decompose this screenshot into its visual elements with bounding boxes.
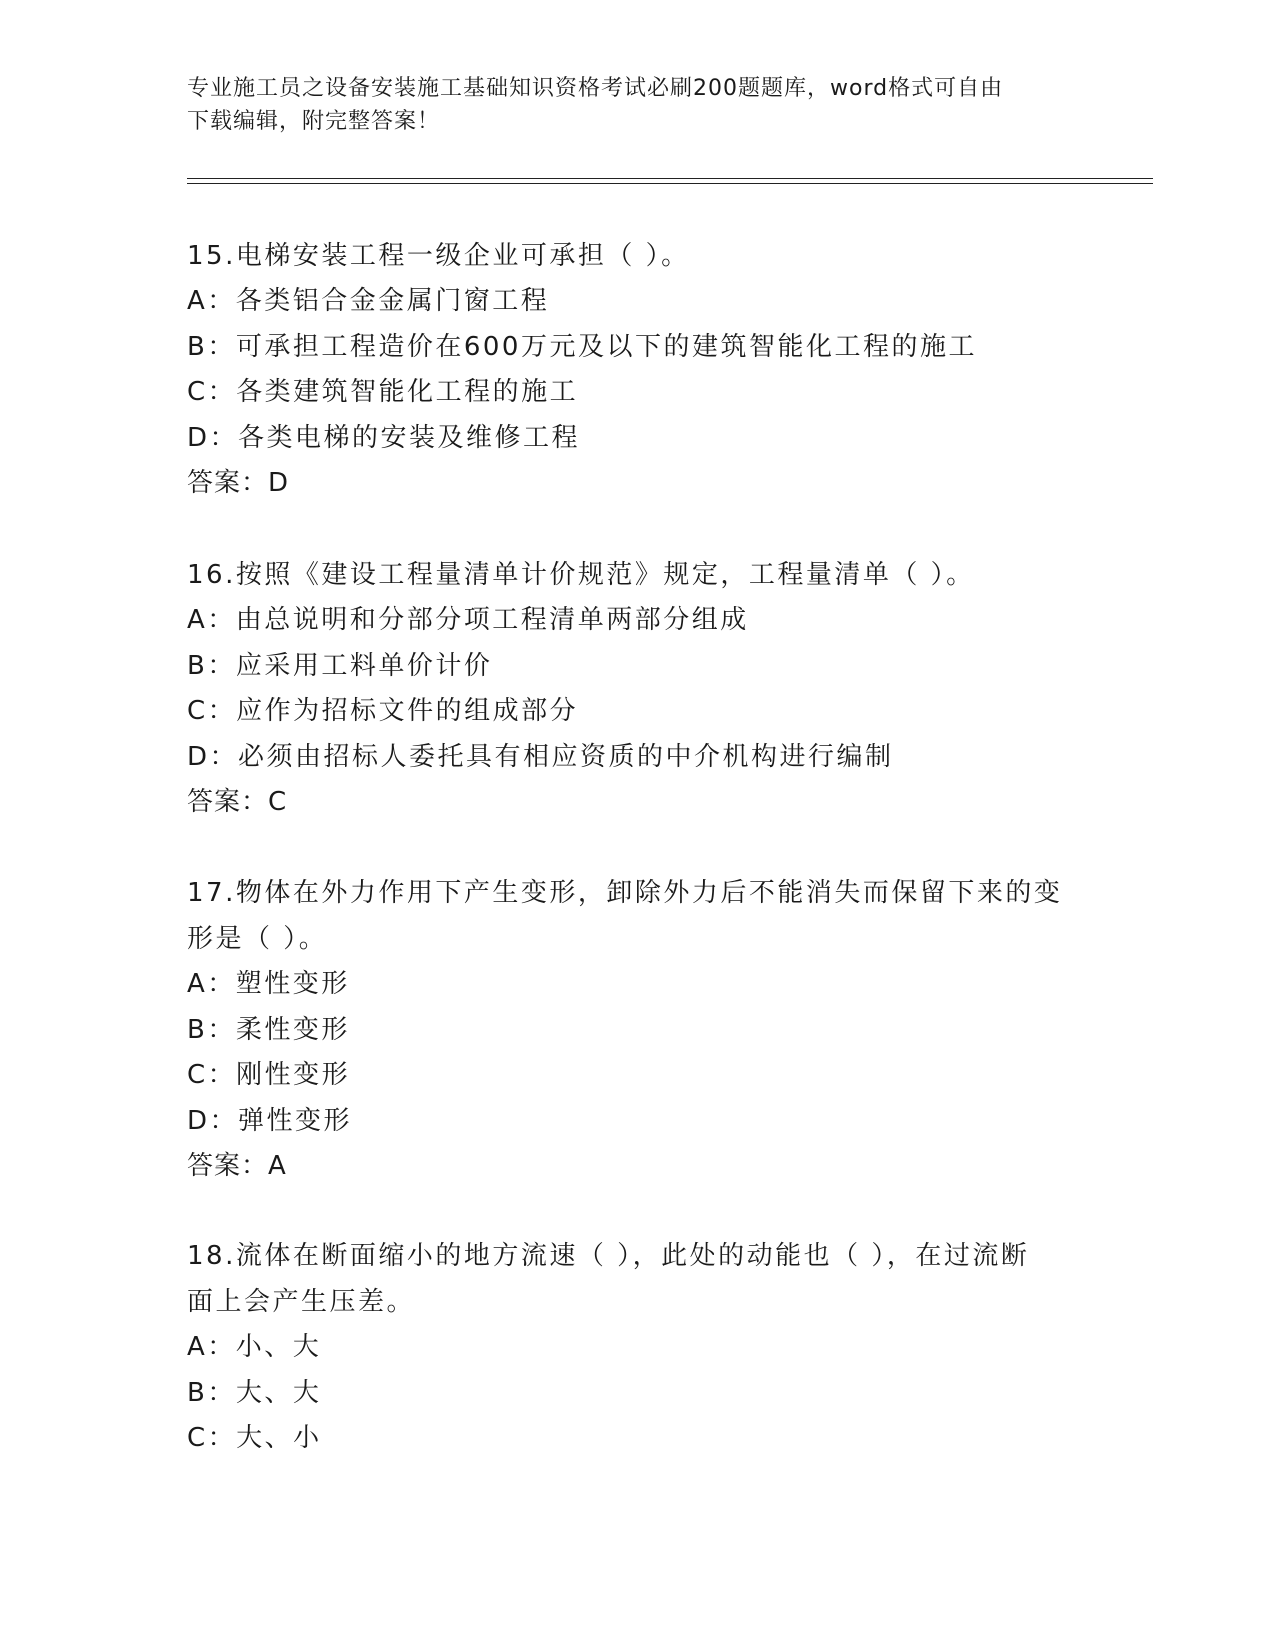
- question-16: [187, 552, 1087, 825]
- header-divider-top: [187, 178, 1153, 179]
- option-c: C：大、小: [187, 1423, 322, 1453]
- answer: 答案：C: [187, 787, 288, 817]
- option-b: B：柔性变形: [187, 1014, 350, 1045]
- option-b: B：可承担工程造价在600万元及以下的建筑智能化工程的施工: [187, 331, 977, 362]
- option-c: C：刚性变形: [187, 1060, 351, 1090]
- option-a: A：小、大: [187, 1332, 322, 1362]
- answer: 答案：D: [187, 468, 290, 498]
- question-17: [187, 870, 1087, 1189]
- answer: 答案：A: [187, 1151, 287, 1181]
- header-line-2: 下载编辑，附完整答案！: [187, 109, 441, 134]
- header-divider-bottom: [187, 183, 1153, 184]
- option-b: B：应采用工料单价计价: [187, 650, 493, 681]
- question-18: [187, 1233, 1087, 1462]
- option-d: D：必须由招标人委托具有相应资质的中介机构进行编制: [187, 741, 894, 772]
- option-d: D：各类电梯的安装及维修工程: [187, 422, 581, 453]
- option-b: B：大、大: [187, 1377, 322, 1408]
- question-stem: 16.按照《建设工程量清单计价规范》规定，工程量清单（ ）。: [187, 560, 975, 590]
- option-a: A：由总说明和分部分项工程清单两部分组成: [187, 605, 749, 635]
- question-stem-line-1: 17.物体在外力作用下产生变形，卸除外力后不能消失而保留下来的变: [187, 878, 1063, 908]
- question-stem: 15.电梯安装工程一级企业可承担（ ）。: [187, 241, 690, 271]
- option-a: A：各类铝合金金属门窗工程: [187, 286, 550, 316]
- header-line-1: 专业施工员之设备安装施工基础知识资格考试必刷200题题库，word格式可自由: [187, 76, 1004, 101]
- question-stem-line-2: 形是（ ）。: [187, 924, 328, 954]
- option-d: D：弹性变形: [187, 1105, 353, 1136]
- question-15: [187, 233, 1087, 506]
- option-c: C：应作为招标文件的组成部分: [187, 696, 579, 726]
- option-a: A：塑性变形: [187, 969, 350, 999]
- document-header: [187, 72, 1067, 138]
- question-stem-line-2: 面上会产生压差。: [187, 1287, 416, 1317]
- question-stem-line-1: 18.流体在断面缩小的地方流速（ ），此处的动能也（ ），在过流断: [187, 1241, 1030, 1271]
- option-c: C：各类建筑智能化工程的施工: [187, 377, 579, 407]
